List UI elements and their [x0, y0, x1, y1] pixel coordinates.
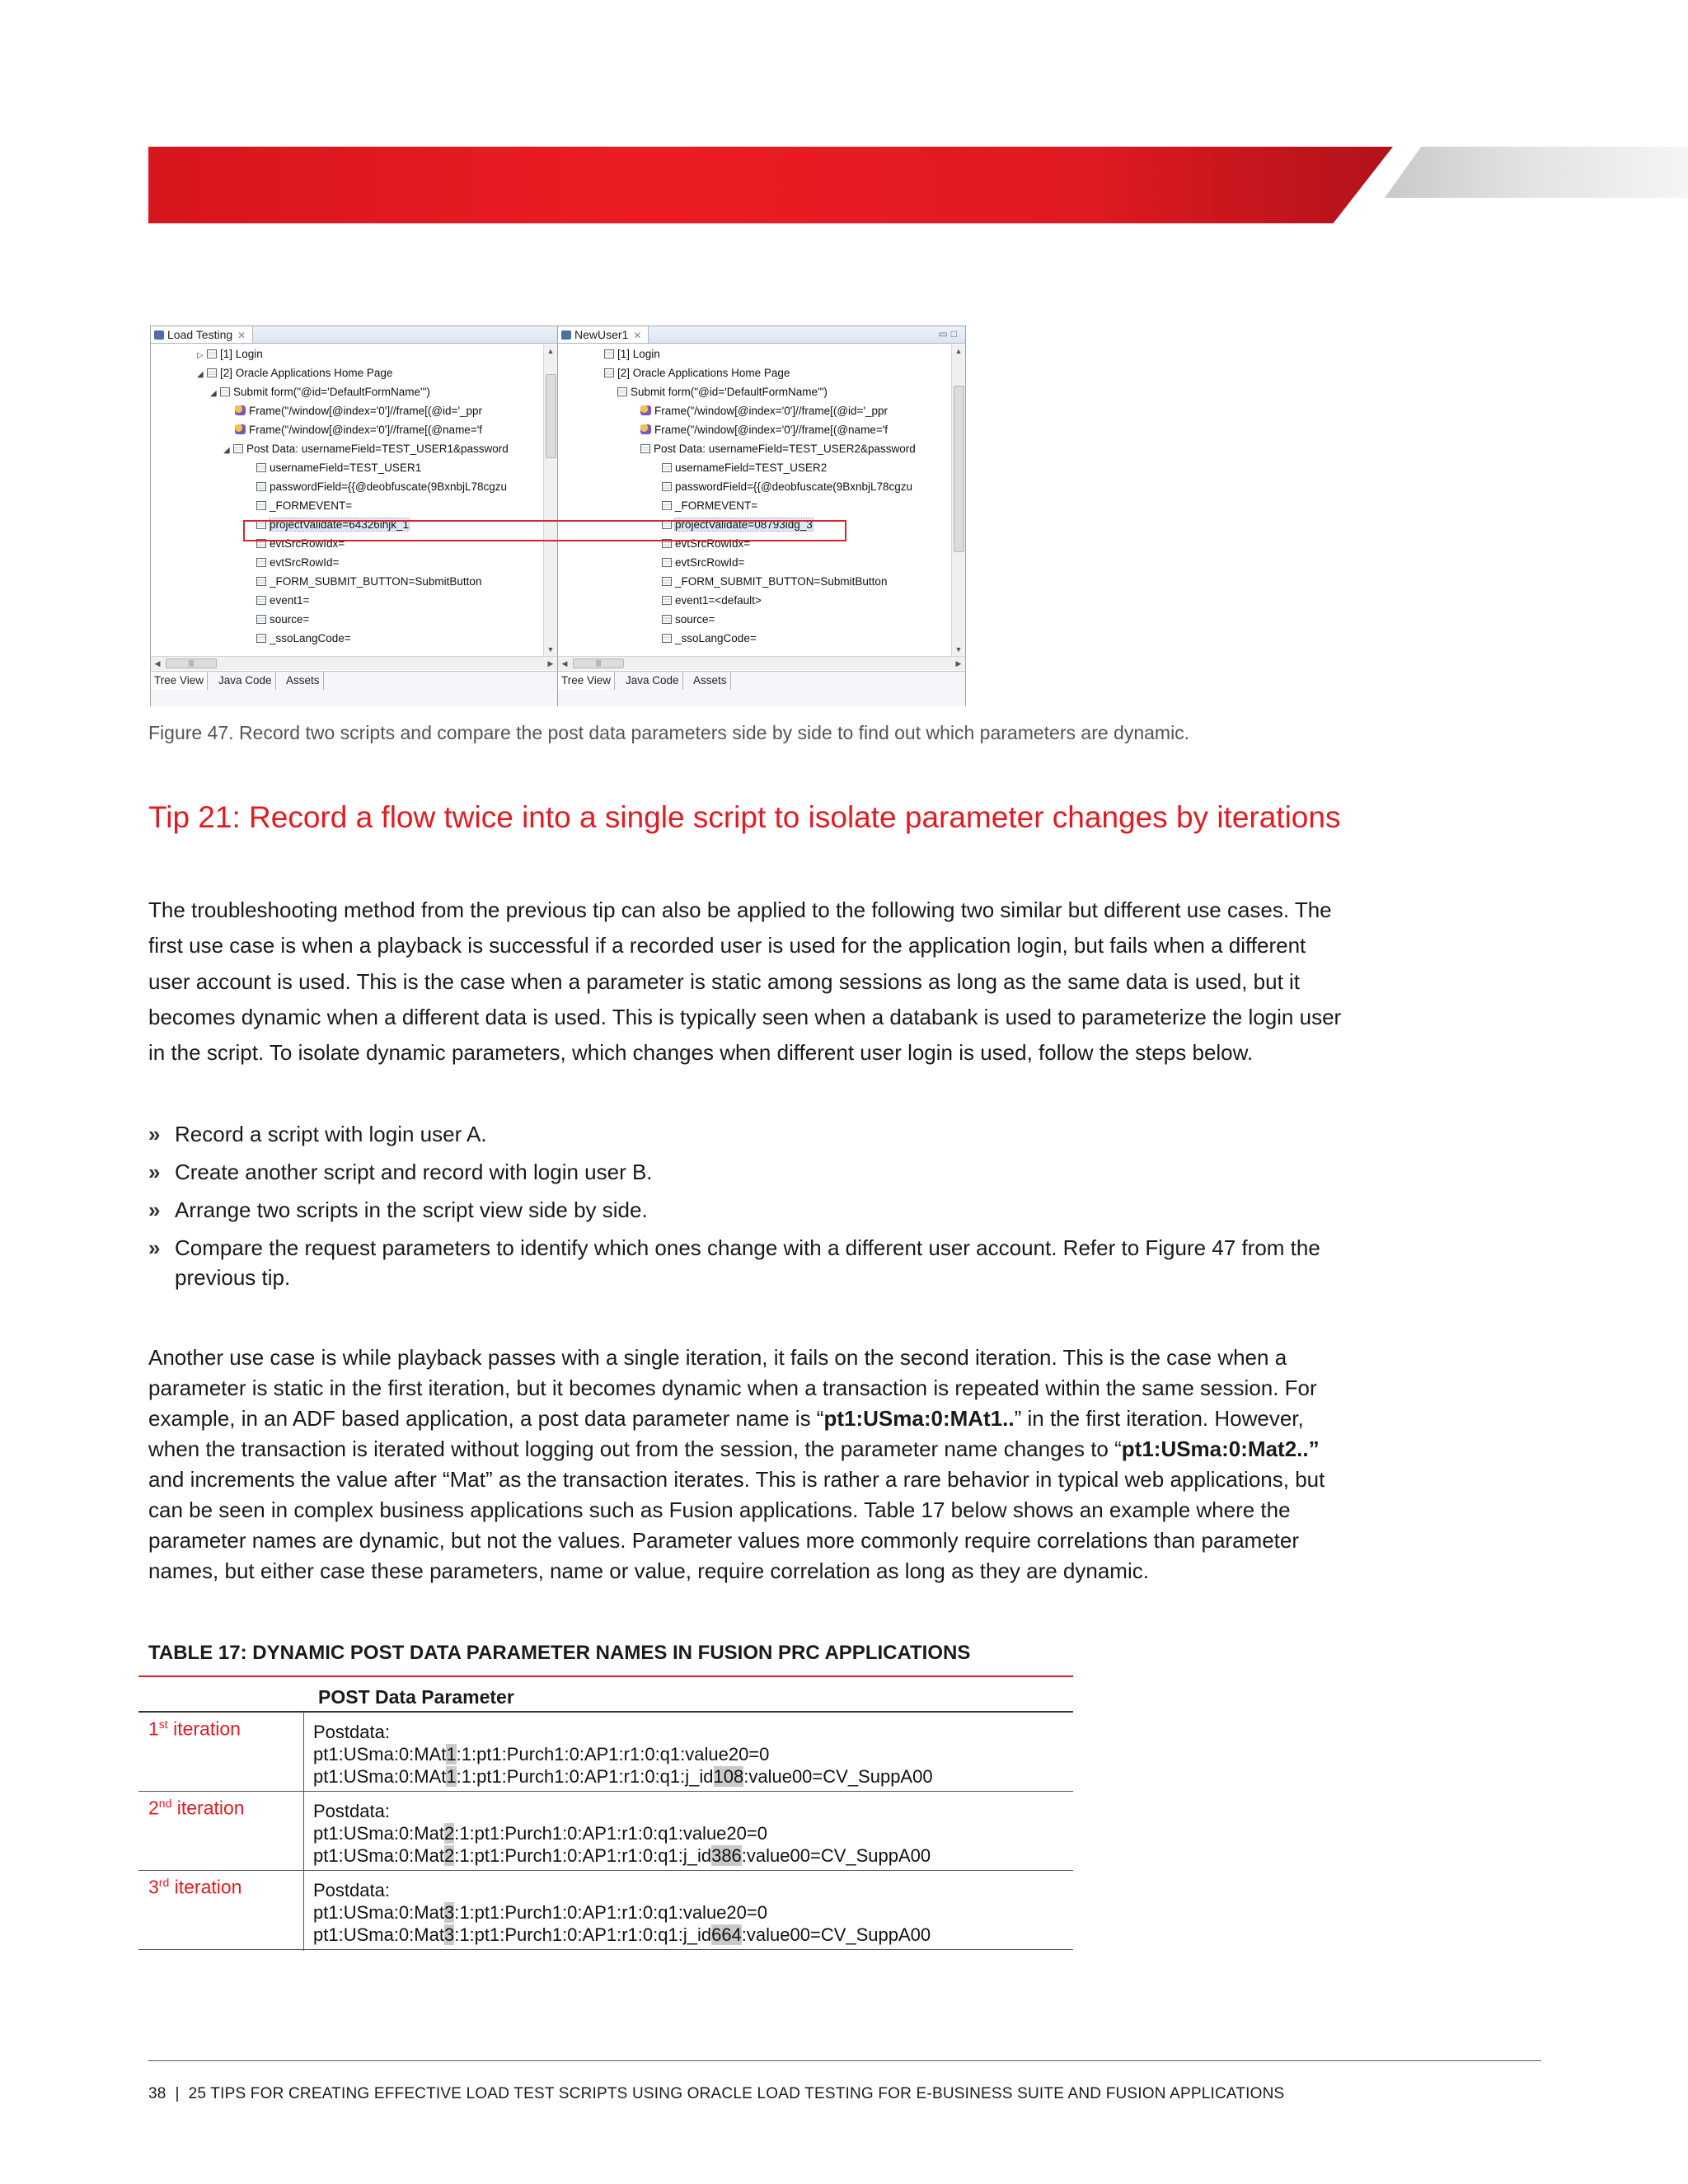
tree-row[interactable]: event1=: [256, 591, 309, 610]
param-icon: [256, 634, 266, 643]
tree-row[interactable]: passwordField={{@deobfuscate(9BxnbjL78cgzu: [256, 477, 507, 496]
param-icon: [256, 501, 266, 510]
scroll-right-icon[interactable]: ▶: [547, 659, 554, 668]
scroll-left-icon[interactable]: ◀: [561, 659, 568, 668]
scroll-down-icon[interactable]: ▼: [546, 645, 555, 654]
table-row: [138, 1871, 1073, 1950]
page-number: 38: [148, 2085, 166, 2102]
window-controls[interactable]: ▭□: [938, 328, 960, 340]
tree-row[interactable]: ◢ Submit form("@id='DefaultFormName'"): [210, 382, 430, 401]
post-data-cell: Postdata: pt1:USma:0:MAt1:1:pt1:Purch1:0:AP1:r1:0:q1:value20=0 pt1:USma:0:MAt1:1:pt1:Purch1:0:AP1:r1:0:q1:j_id108:value00=CV_SuppA00: [313, 1722, 933, 1787]
scroll-down-icon[interactable]: ▼: [954, 645, 963, 654]
param-icon: [256, 482, 266, 491]
table-column-header: POST Data Parameter: [318, 1686, 514, 1708]
editor-tabbar: [558, 326, 965, 344]
footer-rule: [148, 2060, 1541, 2061]
param-icon: [256, 558, 266, 567]
tab-newuser1[interactable]: [558, 326, 649, 343]
table-row: [138, 1792, 1073, 1871]
page-footer: 38 | 25 TIPS FOR CREATING EFFECTIVE LOAD TEST SCRIPTS USING ORACLE LOAD TESTING FOR E-BUSINESS SUITE AND FUSION APPLICATIONS: [148, 2085, 1285, 2102]
frame-icon: [640, 424, 651, 434]
param-icon: [256, 577, 266, 586]
param-icon: [662, 634, 672, 643]
tree-row[interactable]: _FORM_SUBMIT_BUTTON=SubmitButton: [256, 572, 481, 591]
param-icon: [662, 615, 672, 624]
tree-row[interactable]: Frame("/window[@index='0']//frame[(@name='f: [640, 420, 888, 439]
iteration-label: 2nd iteration: [148, 1797, 245, 1819]
close-icon[interactable]: ✕: [237, 330, 246, 341]
tab-assets[interactable]: Assets: [283, 672, 324, 690]
tree-row[interactable]: ▷ [1] Login: [197, 344, 263, 363]
iteration-label: 1st iteration: [148, 1718, 241, 1740]
page-icon: [207, 368, 217, 377]
tab-java-code[interactable]: Java Code: [622, 672, 683, 690]
tab-tree-view[interactable]: Tree View: [558, 672, 615, 690]
collapse-arrow-icon[interactable]: ◢: [223, 446, 230, 455]
list-item: » Record a script with login user A.: [148, 1119, 1352, 1149]
scroll-left-icon[interactable]: ◀: [154, 659, 161, 668]
script-icon: [561, 330, 571, 340]
script-tree: [558, 344, 952, 656]
tree-row[interactable]: Frame("/window[@index='0']//frame[(@id='_ppr: [235, 401, 482, 420]
tree-row[interactable]: projectValidate=08793idg_3: [662, 515, 813, 534]
param-icon: [662, 596, 672, 605]
figure-screenshot: [150, 326, 966, 706]
tab-assets[interactable]: Assets: [690, 672, 731, 690]
tree-row[interactable]: _ssoLangCode=: [662, 629, 757, 648]
newuser1-pane: [558, 326, 965, 705]
view-tabs: [558, 671, 965, 706]
list-item: » Compare the request parameters to identify which ones change with a different user account. Refer to Figure 47 from the previous tip.: [148, 1233, 1352, 1292]
document-title: 25 TIPS FOR CREATING EFFECTIVE LOAD TEST SCRIPTS USING ORACLE LOAD TESTING FOR E-BUSINESS SUITE AND FUSION APPLICATIONS: [188, 2085, 1285, 2102]
param-icon: [256, 463, 266, 472]
param-icon: [662, 501, 672, 510]
scroll-up-icon[interactable]: ▲: [954, 347, 963, 355]
tree-row[interactable]: projectValidate=64326ihjk_1: [256, 515, 409, 534]
steps-list: [148, 1119, 1352, 1292]
tab-java-code[interactable]: Java Code: [215, 672, 276, 690]
param-icon: [256, 615, 266, 624]
expand-arrow-icon[interactable]: ▷: [197, 351, 204, 360]
tree-row[interactable]: _ssoLangCode=: [256, 629, 351, 648]
tree-row[interactable]: evtSrcRowId=: [662, 553, 744, 572]
form-icon: [220, 387, 230, 396]
tree-row[interactable]: evtSrcRowIdx=: [662, 534, 750, 553]
page-icon: [604, 368, 614, 377]
table-title: TABLE 17: DYNAMIC POST DATA PARAMETER NAMES IN FUSION PRC APPLICATIONS: [148, 1642, 971, 1664]
script-icon: [154, 330, 164, 340]
frame-icon: [235, 405, 246, 415]
form-icon: [617, 387, 627, 396]
list-item: » Arrange two scripts in the script view side by side.: [148, 1195, 1352, 1225]
paragraph: The troubleshooting method from the previous tip can also be applied to the following two similar but different use cases. The first use case is when a playback is successful if a recorded user is used for the application login, but fails when a different user account is used. This is the case when a parameter is static among sessions as long as the same data is used, but it becomes dynamic when a different data is used. This is typically seen when a databank is used to parameterize the login user in the script. To isolate dynamic parameters, which changes when different user login is used, follow the steps below.: [148, 898, 1342, 1066]
tree-row[interactable]: Frame("/window[@index='0']//frame[(@id='_ppr: [640, 401, 888, 420]
load-testing-pane: [151, 326, 558, 705]
iteration-label: 3rd iteration: [148, 1876, 242, 1898]
tree-row[interactable]: _FORM_SUBMIT_BUTTON=SubmitButton: [662, 572, 887, 591]
collapse-arrow-icon[interactable]: ◢: [197, 370, 204, 379]
editor-tabbar: [151, 326, 557, 344]
scroll-thumb[interactable]: [954, 386, 964, 552]
post-data-icon: [640, 444, 650, 453]
tree-row[interactable]: Frame("/window[@index='0']//frame[(@name='f: [235, 420, 482, 439]
horizontal-scrollbar[interactable]: [558, 656, 965, 670]
tree-row[interactable]: _FORMEVENT=: [662, 496, 757, 515]
figure-caption: Figure 47. Record two scripts and compare the post data parameters side by side to find out which parameters are dynamic.: [148, 722, 1190, 743]
tree-row[interactable]: evtSrcRowIdx=: [256, 534, 345, 553]
tab-label: Load Testing: [167, 328, 233, 341]
header-banner-red: [148, 147, 1393, 223]
collapse-arrow-icon[interactable]: ◢: [210, 389, 217, 398]
scroll-thumb[interactable]: [546, 374, 556, 458]
tree-row[interactable]: passwordField={{@deobfuscate(9BxnbjL78cgzu: [662, 477, 912, 496]
tab-load-testing[interactable]: [151, 326, 253, 343]
page-icon: [207, 349, 217, 359]
tree-row[interactable]: ◢ Post Data: usernameField=TEST_USER1&password: [223, 439, 509, 458]
param-icon: [662, 482, 672, 491]
scroll-up-icon[interactable]: ▲: [546, 347, 555, 355]
table-row: [138, 1713, 1073, 1792]
highlight-box: [243, 520, 846, 541]
tree-row[interactable]: _FORMEVENT=: [256, 496, 352, 515]
param-icon: [662, 463, 672, 472]
post-data-icon: [233, 444, 243, 453]
horizontal-scrollbar[interactable]: [151, 656, 557, 670]
tree-row[interactable]: [2] Oracle Applications Home Page: [604, 363, 790, 382]
tree-row[interactable]: ◢ [2] Oracle Applications Home Page: [197, 363, 392, 382]
param-icon: [662, 558, 672, 567]
close-icon[interactable]: ✕: [633, 330, 642, 341]
view-tabs: [151, 671, 557, 706]
tab-tree-view[interactable]: Tree View: [151, 672, 208, 690]
tree-row[interactable]: source=: [256, 610, 309, 629]
tree-row[interactable]: Post Data: usernameField=TEST_USER2&password: [640, 439, 916, 458]
list-item: » Create another script and record with login user B.: [148, 1157, 1352, 1187]
frame-icon: [235, 424, 246, 434]
post-data-cell: Postdata: pt1:USma:0:Mat3:1:pt1:Purch1:0:AP1:r1:0:q1:value20=0 pt1:USma:0:Mat3:1:pt1:Purch1:0:AP1:r1:0:q1:j_id664:value00=CV_SuppA00: [313, 1880, 931, 1945]
scroll-thumb[interactable]: |||: [573, 658, 624, 668]
page-icon: [604, 349, 614, 359]
tree-row[interactable]: usernameField=TEST_USER2: [662, 458, 827, 477]
tree-row[interactable]: event1=<default>: [662, 591, 762, 610]
post-data-cell: Postdata: pt1:USma:0:Mat2:1:pt1:Purch1:0:AP1:r1:0:q1:value20=0 pt1:USma:0:Mat2:1:pt1:Purch1:0:AP1:r1:0:q1:j_id386:value00=CV_SuppA00: [313, 1801, 931, 1866]
tree-row[interactable]: usernameField=TEST_USER1: [256, 458, 421, 477]
script-tree: [151, 344, 544, 656]
scroll-right-icon[interactable]: ▶: [955, 659, 962, 668]
param-icon: [662, 577, 672, 586]
frame-icon: [640, 405, 651, 415]
tree-row[interactable]: source=: [662, 610, 715, 629]
tab-label: NewUser1: [574, 328, 629, 341]
table-top-rule: [138, 1675, 1073, 1677]
param-icon: [256, 596, 266, 605]
paragraph: Another use case is while playback passes with a single iteration, it fails on the second iteration. This is the case when a parameter is static in the first iteration, but it becomes dynamic when a transaction is repeated within the same session. For example, in an ADF based application, a post data parameter name is “pt1:USma:0:MAt1..” in the first iteration. However, when the transaction is iterated without logging out from the session, the parameter name changes to “pt1:USma:0:Mat2..” and increments the value after “Mat” as the transaction iterates. This is rather a rare behavior in typical web applications, but can be seen in complex business applications such as Fusion applications. Table 17 below shows an example where the parameter names are dynamic, but not the values. Parameter values more commonly require correlations than parameter names, but either case these parameters, name or value, require correlation as long as they are dynamic.: [148, 1345, 1325, 1583]
tree-row[interactable]: evtSrcRowId=: [256, 553, 339, 572]
scroll-thumb[interactable]: |||: [166, 658, 217, 668]
vertical-scrollbar[interactable]: [543, 344, 557, 656]
section-heading: Tip 21: Record a flow twice into a single script to isolate parameter changes by iterations: [148, 800, 1341, 834]
vertical-scrollbar[interactable]: [951, 344, 965, 656]
tree-row[interactable]: [1] Login: [604, 344, 660, 363]
header-banner-grey: [1385, 147, 1688, 198]
tree-row[interactable]: Submit form("@id='DefaultFormName'"): [617, 382, 828, 401]
